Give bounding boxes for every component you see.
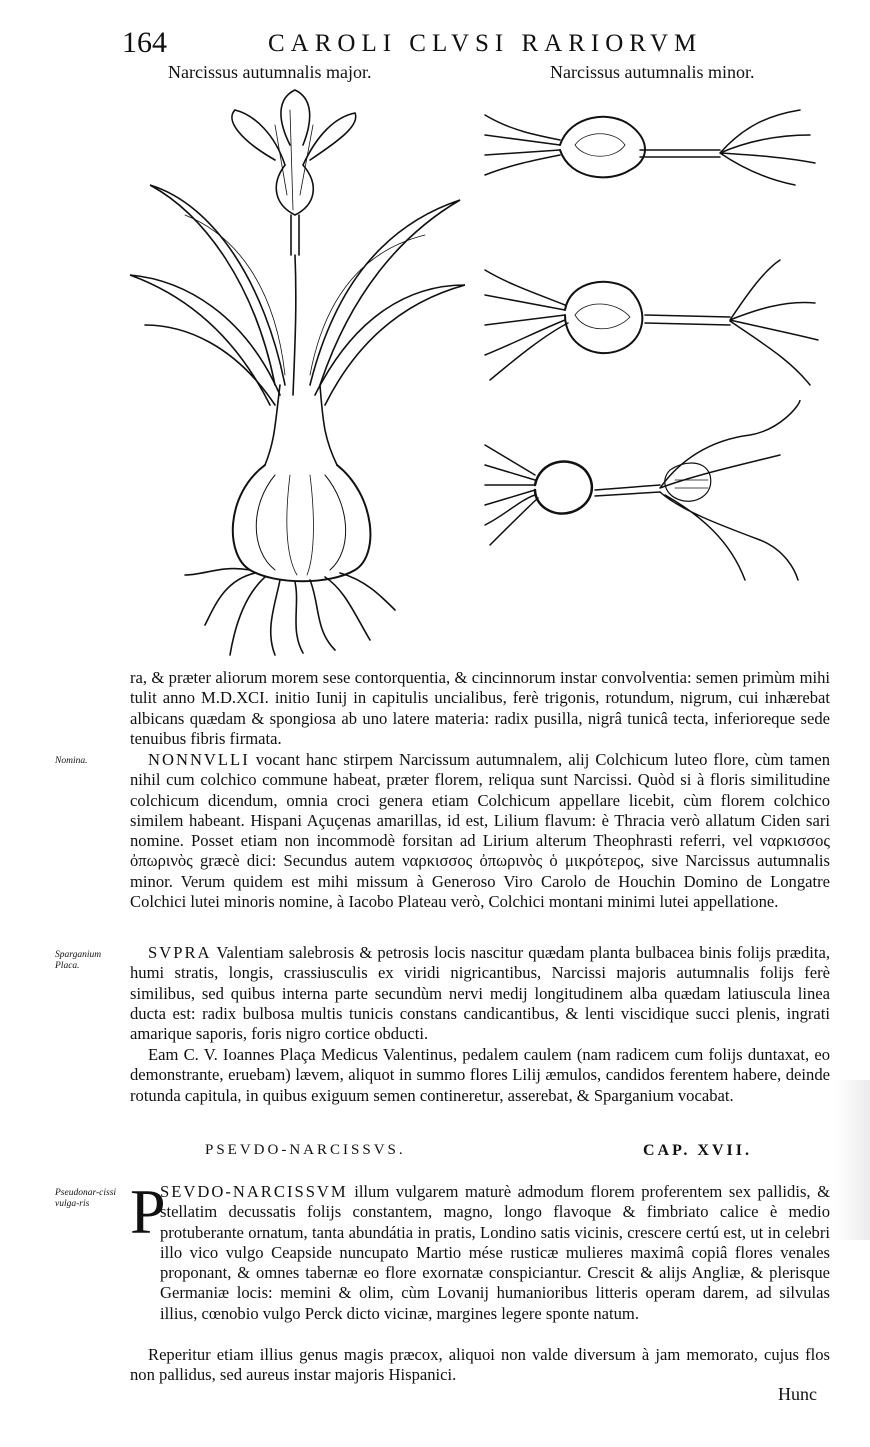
section-title: PSEVDO-NARCISSVS. bbox=[205, 1142, 406, 1158]
paragraph-3-lead: SVPRA bbox=[148, 943, 212, 962]
catchword: Hunc bbox=[778, 1384, 817, 1404]
page-number: 164 bbox=[122, 26, 167, 59]
paragraph-5-text: illum vulgarem maturè admodum florem proferentem sex pallidis, & stellatim decussatis folijs constantem, magno, longo flavoque & fimbriato calice è medio protuberante ornatum, tanta abundátia in pratis, Londino satis vicinis, crescere certú est, ut in celebri illo vico vulgo Ceapside nuncupato Martio mése rusticæ mulieres maximâ copiâ flores venales proponant, & omnes tabernæ eo flore exornatæ conspiciantur. Crescit & alijs Angliæ, & plerisque Germaniæ locis: memini & olim, cùm Lovanij humanioribus litteris operam darem, ad silvulas illius, cœnobio vulgo Perck dicto vicinæ, margines legere sponte natum. bbox=[160, 1182, 830, 1323]
paragraph-4: Eam C. V. Ioannes Plaça Medicus Valentinus, pedalem caulem (nam radicem cum folijs duntaxat, eo demonstrante, eruebam) lævem, aliquot in summo flores Lilij æmulos, candidos ferentem habere, deinde rotunda capitula, in quibus exiguum semen contineretur, asserebat, & Sparganium vocabat. bbox=[130, 1045, 830, 1105]
paragraph-6: Reperitur etiam illius genus magis præcox, aliquoi non valde diversum à jam memorato, cujus flos non pallidus, sed aureus instar majoris Hispanici. bbox=[130, 1345, 830, 1385]
paragraph-1: ra, & præter aliorum morem sese contorquentia, & cincinnorum instar convolventia: semen primùm mihi tulit anno M.D.XCI. initio Iunij in capitulis uncialibus, ferè trigonis, rotundum, nigrum, cui inhærebat albicans quædam & spongiosa ab uno latere materia: radix pusilla, nigrâ tunicâ tecta, inferioreque sede tenuibus fibris firmata. bbox=[130, 668, 830, 748]
paragraph-2 bbox=[130, 750, 830, 912]
margin-note-sparganium: Sparganium Placa. bbox=[55, 950, 102, 971]
narcissus-minor-illustration-3 bbox=[480, 400, 820, 585]
margin-note-nomina: Nomina. bbox=[55, 756, 88, 766]
narcissus-minor-illustration-1 bbox=[480, 95, 820, 195]
margin-note-pseudonarcissus: Pseudonar-cissi vulga-ris bbox=[55, 1188, 117, 1209]
narcissus-major-illustration bbox=[125, 85, 465, 660]
paragraph-3 bbox=[130, 943, 830, 1044]
paragraph-5-lead: SEVDO-NARCISSVM bbox=[160, 1182, 348, 1201]
paragraph-2-lead: NONNVLLI bbox=[148, 750, 250, 769]
narcissus-minor-illustration-2 bbox=[480, 255, 820, 390]
chapter-number: CAP. XVII. bbox=[643, 1142, 752, 1159]
page-edge-shadow bbox=[835, 1080, 870, 1240]
paragraph-3-text: Valentiam salebrosis & petrosis locis nascitur quædam planta bulbacea binis folijs prædita, humi stratis, longis, crassiusculis ex viridi nigricantibus, Narcissi majoris autumnalis folijs ferè similibus, sed quibus interna parte secundùm nervi medij longitudinem alba quædam latiuscula linea ducta est: radix bulbosa multis tunicis constans candicantibus, & lenti viscidique succi plenis, ingrati amarique saporis, foris nigro cortice obducti. bbox=[130, 943, 830, 1044]
running-title: CAROLI CLVSI RARIORVM bbox=[268, 30, 703, 57]
paragraph-2-text: vocant hanc stirpem Narcissum autumnalem, alij Colchicum luteo flore, cùm tamen nihil cum colchico commune habeat, præter florem, reliqua sunt Narcissi. Quòd si à floris similitudine colchicum dicendum, omnia croci genera etiam Colchicum appellare licebit, cùm florem colchico similem habeant. Hispani Açuçenas amarillas, id est, Lilium flavum: è Thracia verò allatum Ciden sari nomine. Posset etiam non incommodè forsitan ad Lirium alterum Theophrasti referri, vel ναρκισσος ὀπωρινὸς græcè dici: Secundus autem ναρκισσος ὀπωρινὸς ὁ μικρότερος, sive Narcissus autumnalis minor. Verum quidem est mihi missum à Generoso Viro Carolo de Houchin Domino de Longatre Colchici lutei minoris nomine, à Iacobo Plateau verò, Colchici montani minimi lutei appellatione. bbox=[130, 750, 830, 912]
figure-caption-left: Narcissus autumnalis major. bbox=[168, 62, 372, 82]
figure-caption-right: Narcissus autumnalis minor. bbox=[550, 62, 755, 82]
paragraph-5 bbox=[160, 1182, 830, 1324]
drop-cap: P bbox=[130, 1176, 166, 1247]
